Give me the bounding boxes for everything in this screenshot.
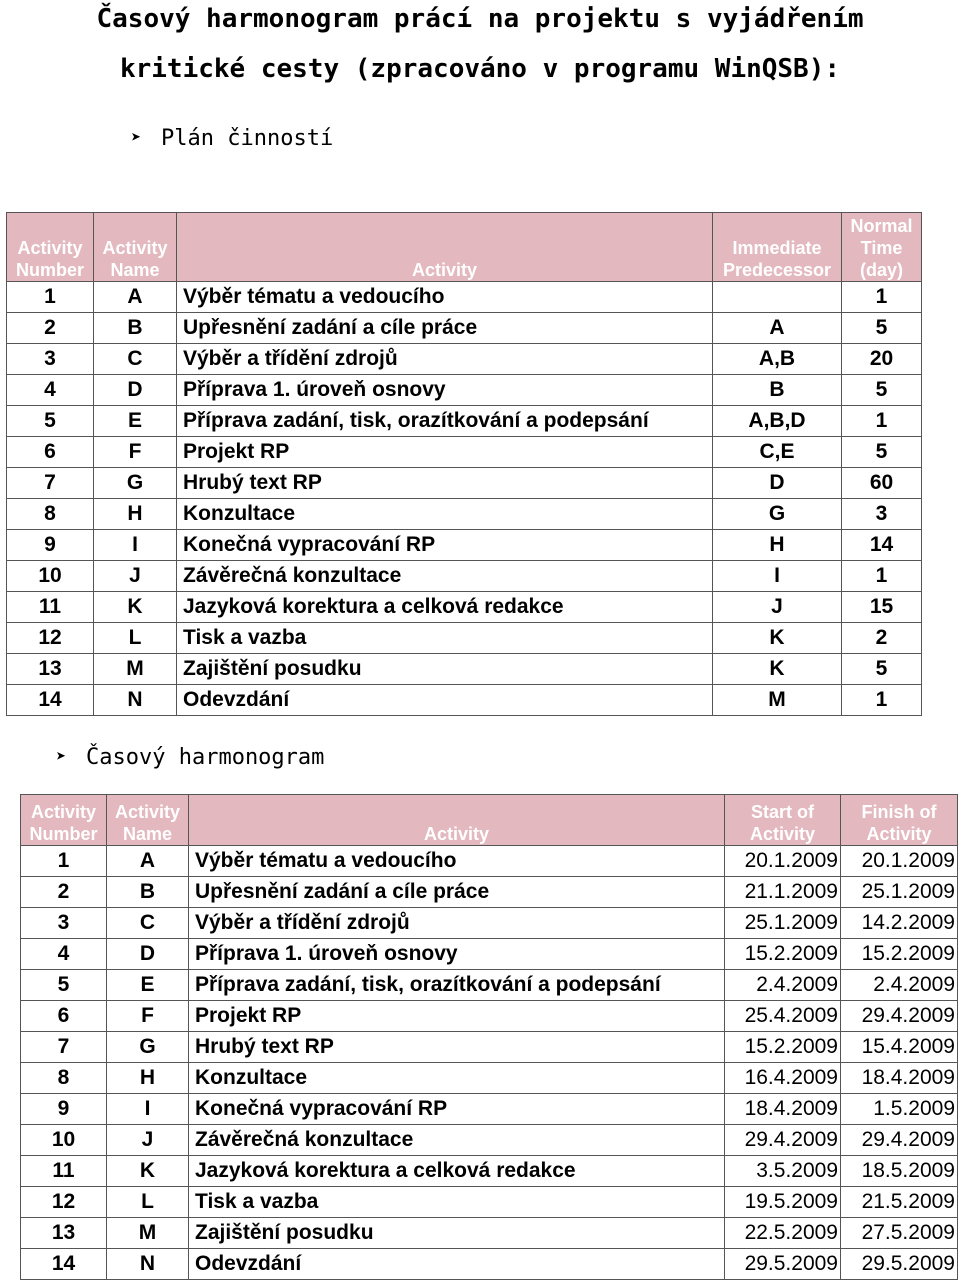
table-row [21, 939, 958, 970]
cell-activity-number: 3 [7, 344, 94, 375]
cell-activity-name: G [94, 468, 177, 499]
cell-activity: Projekt RP [177, 437, 713, 468]
cell-finish-date: 18.4.2009 [841, 1063, 958, 1094]
table-row [7, 561, 922, 592]
cell-finish-date: 1.5.2009 [841, 1094, 958, 1125]
header-activity: Activity [189, 795, 725, 846]
cell-activity: Závěrečná konzultace [177, 561, 713, 592]
cell-activity: Jazyková korektura a celková redakce [177, 592, 713, 623]
cell-activity-number: 14 [7, 685, 94, 716]
cell-predecessor: H [713, 530, 842, 561]
cell-finish-date: 2.4.2009 [841, 970, 958, 1001]
activity-plan-table [6, 212, 922, 716]
cell-activity: Hrubý text RP [189, 1032, 725, 1063]
cell-start-date: 29.4.2009 [725, 1125, 841, 1156]
cell-normal-time: 60 [842, 468, 922, 499]
section-heading-harmonogram-text: Časový harmonogram [86, 745, 325, 770]
cell-activity-name: L [94, 623, 177, 654]
cell-activity-name: E [107, 970, 189, 1001]
cell-activity: Hrubý text RP [177, 468, 713, 499]
cell-activity-name: D [107, 939, 189, 970]
document-title-line-1: Časový harmonogram prácí na projektu s vyjádřením [96, 4, 864, 34]
cell-activity-number: 6 [7, 437, 94, 468]
cell-activity-number: 4 [21, 939, 107, 970]
header-activity: Activity [177, 213, 713, 282]
cell-activity-number: 12 [21, 1187, 107, 1218]
cell-activity-number: 8 [7, 499, 94, 530]
cell-predecessor: A,B [713, 344, 842, 375]
cell-activity-name: J [107, 1125, 189, 1156]
table-row [7, 406, 922, 437]
cell-normal-time: 5 [842, 437, 922, 468]
cell-finish-date: 14.2.2009 [841, 908, 958, 939]
cell-activity: Zajištění posudku [177, 654, 713, 685]
cell-finish-date: 21.5.2009 [841, 1187, 958, 1218]
cell-activity-name: D [94, 375, 177, 406]
cell-predecessor: G [713, 499, 842, 530]
table-row [7, 499, 922, 530]
cell-normal-time: 1 [842, 685, 922, 716]
cell-activity-number: 8 [21, 1063, 107, 1094]
cell-activity-name: I [94, 530, 177, 561]
cell-activity-number: 9 [21, 1094, 107, 1125]
cell-activity-number: 9 [7, 530, 94, 561]
table-row [21, 846, 958, 877]
cell-activity: Tisk a vazba [177, 623, 713, 654]
cell-activity-number: 12 [7, 623, 94, 654]
cell-predecessor: K [713, 623, 842, 654]
cell-activity-name: A [94, 282, 177, 313]
cell-activity-number: 1 [21, 846, 107, 877]
table-row [7, 623, 922, 654]
cell-normal-time: 3 [842, 499, 922, 530]
schedule-table [20, 794, 958, 1280]
table-row [7, 437, 922, 468]
section-heading-plan-text: Plán činností [161, 126, 334, 151]
table-row [21, 1125, 958, 1156]
cell-normal-time: 1 [842, 282, 922, 313]
cell-start-date: 19.5.2009 [725, 1187, 841, 1218]
table-row [21, 1032, 958, 1063]
cell-activity: Příprava zadání, tisk, orazítkování a podepsání [177, 406, 713, 437]
cell-activity-number: 10 [7, 561, 94, 592]
cell-finish-date: 29.4.2009 [841, 1001, 958, 1032]
table-row [7, 530, 922, 561]
header-normal-time: Normal Time (day) [842, 213, 922, 282]
cell-activity-name: J [94, 561, 177, 592]
cell-normal-time: 14 [842, 530, 922, 561]
table-row [7, 375, 922, 406]
section-heading-plan [131, 124, 333, 153]
table-row [21, 1094, 958, 1125]
table-row [21, 1249, 958, 1280]
header-activity-name: Activity Name [94, 213, 177, 282]
cell-start-date: 25.4.2009 [725, 1001, 841, 1032]
cell-activity-name: C [107, 908, 189, 939]
arrow-bullet-icon: ➤ [56, 747, 67, 767]
cell-start-date: 22.5.2009 [725, 1218, 841, 1249]
cell-activity: Příprava 1. úroveň osnovy [177, 375, 713, 406]
cell-start-date: 15.2.2009 [725, 1032, 841, 1063]
cell-start-date: 3.5.2009 [725, 1156, 841, 1187]
cell-activity-number: 11 [7, 592, 94, 623]
cell-predecessor: D [713, 468, 842, 499]
cell-normal-time: 15 [842, 592, 922, 623]
cell-normal-time: 1 [842, 406, 922, 437]
cell-predecessor: I [713, 561, 842, 592]
cell-activity-number: 11 [21, 1156, 107, 1187]
cell-activity: Konečná vypracování RP [189, 1094, 725, 1125]
cell-activity: Konzultace [177, 499, 713, 530]
cell-activity-number: 2 [21, 877, 107, 908]
cell-activity: Odevzdání [189, 1249, 725, 1280]
cell-activity-name: B [94, 313, 177, 344]
cell-activity: Upřesnění zadání a cíle práce [177, 313, 713, 344]
cell-normal-time: 5 [842, 375, 922, 406]
cell-finish-date: 20.1.2009 [841, 846, 958, 877]
cell-activity-number: 1 [7, 282, 94, 313]
cell-start-date: 2.4.2009 [725, 970, 841, 1001]
cell-activity-number: 5 [7, 406, 94, 437]
cell-activity-number: 13 [7, 654, 94, 685]
cell-activity: Výběr a třídění zdrojů [189, 908, 725, 939]
table-row [7, 468, 922, 499]
cell-activity: Konzultace [189, 1063, 725, 1094]
table-row [21, 1156, 958, 1187]
cell-start-date: 18.4.2009 [725, 1094, 841, 1125]
cell-finish-date: 15.4.2009 [841, 1032, 958, 1063]
cell-activity-name: M [107, 1218, 189, 1249]
document-title-line-2: kritické cesty (zpracováno v programu WinQSB): [119, 54, 841, 84]
cell-start-date: 29.5.2009 [725, 1249, 841, 1280]
cell-finish-date: 27.5.2009 [841, 1218, 958, 1249]
cell-activity-number: 2 [7, 313, 94, 344]
cell-activity: Projekt RP [189, 1001, 725, 1032]
cell-normal-time: 20 [842, 344, 922, 375]
header-immediate-predecessor: Immediate Predecessor [713, 213, 842, 282]
table-row [21, 1187, 958, 1218]
cell-activity-name: G [107, 1032, 189, 1063]
cell-activity: Odevzdání [177, 685, 713, 716]
section-heading-harmonogram [56, 743, 324, 772]
cell-start-date: 16.4.2009 [725, 1063, 841, 1094]
table-row [7, 313, 922, 344]
cell-activity-number: 6 [21, 1001, 107, 1032]
cell-activity-name: H [94, 499, 177, 530]
cell-predecessor: A [713, 313, 842, 344]
cell-activity-name: F [107, 1001, 189, 1032]
cell-normal-time: 1 [842, 561, 922, 592]
header-start-of-activity: Start of Activity [725, 795, 841, 846]
cell-activity-name: M [94, 654, 177, 685]
table-row [7, 282, 922, 313]
cell-activity: Závěrečná konzultace [189, 1125, 725, 1156]
cell-activity: Příprava zadání, tisk, orazítkování a podepsání [189, 970, 725, 1001]
table-row [21, 1063, 958, 1094]
table-row [21, 877, 958, 908]
cell-activity-name: A [107, 846, 189, 877]
cell-predecessor: K [713, 654, 842, 685]
cell-activity: Tisk a vazba [189, 1187, 725, 1218]
cell-finish-date: 29.5.2009 [841, 1249, 958, 1280]
cell-start-date: 15.2.2009 [725, 939, 841, 970]
cell-normal-time: 5 [842, 313, 922, 344]
cell-activity: Výběr tématu a vedoucího [189, 846, 725, 877]
cell-predecessor: B [713, 375, 842, 406]
cell-activity-number: 14 [21, 1249, 107, 1280]
table-header-row [21, 795, 958, 846]
cell-start-date: 25.1.2009 [725, 908, 841, 939]
table-header-row [7, 213, 922, 282]
table-row [7, 344, 922, 375]
cell-predecessor: C,E [713, 437, 842, 468]
cell-activity-number: 3 [21, 908, 107, 939]
table-row [7, 685, 922, 716]
cell-activity-name: K [107, 1156, 189, 1187]
cell-activity-name: F [94, 437, 177, 468]
cell-activity: Výběr a třídění zdrojů [177, 344, 713, 375]
cell-start-date: 20.1.2009 [725, 846, 841, 877]
table-row [21, 1218, 958, 1249]
cell-activity-name: E [94, 406, 177, 437]
table-row [21, 970, 958, 1001]
cell-normal-time: 5 [842, 654, 922, 685]
cell-activity-number: 7 [7, 468, 94, 499]
header-activity-number: Activity Number [7, 213, 94, 282]
cell-activity-name: N [94, 685, 177, 716]
cell-predecessor: M [713, 685, 842, 716]
cell-activity: Upřesnění zadání a cíle práce [189, 877, 725, 908]
cell-activity: Příprava 1. úroveň osnovy [189, 939, 725, 970]
header-activity-number: Activity Number [21, 795, 107, 846]
cell-activity-name: H [107, 1063, 189, 1094]
cell-activity-name: N [107, 1249, 189, 1280]
cell-activity-number: 4 [7, 375, 94, 406]
cell-activity-number: 5 [21, 970, 107, 1001]
cell-activity: Jazyková korektura a celková redakce [189, 1156, 725, 1187]
cell-normal-time: 2 [842, 623, 922, 654]
cell-activity: Výběr tématu a vedoucího [177, 282, 713, 313]
cell-predecessor [713, 282, 842, 313]
table-row [7, 592, 922, 623]
cell-activity-number: 10 [21, 1125, 107, 1156]
cell-activity-number: 13 [21, 1218, 107, 1249]
cell-finish-date: 18.5.2009 [841, 1156, 958, 1187]
cell-finish-date: 15.2.2009 [841, 939, 958, 970]
cell-activity-name: C [94, 344, 177, 375]
cell-predecessor: J [713, 592, 842, 623]
header-finish-of-activity: Finish of Activity [841, 795, 958, 846]
cell-predecessor: A,B,D [713, 406, 842, 437]
cell-activity-name: I [107, 1094, 189, 1125]
cell-finish-date: 29.4.2009 [841, 1125, 958, 1156]
cell-activity-number: 7 [21, 1032, 107, 1063]
table-row [21, 1001, 958, 1032]
header-activity-name: Activity Name [107, 795, 189, 846]
cell-activity-name: B [107, 877, 189, 908]
table-row [7, 654, 922, 685]
cell-activity-name: L [107, 1187, 189, 1218]
arrow-bullet-icon: ➤ [131, 128, 142, 148]
table-row [21, 908, 958, 939]
cell-start-date: 21.1.2009 [725, 877, 841, 908]
cell-finish-date: 25.1.2009 [841, 877, 958, 908]
cell-activity: Zajištění posudku [189, 1218, 725, 1249]
cell-activity-name: K [94, 592, 177, 623]
cell-activity: Konečná vypracování RP [177, 530, 713, 561]
